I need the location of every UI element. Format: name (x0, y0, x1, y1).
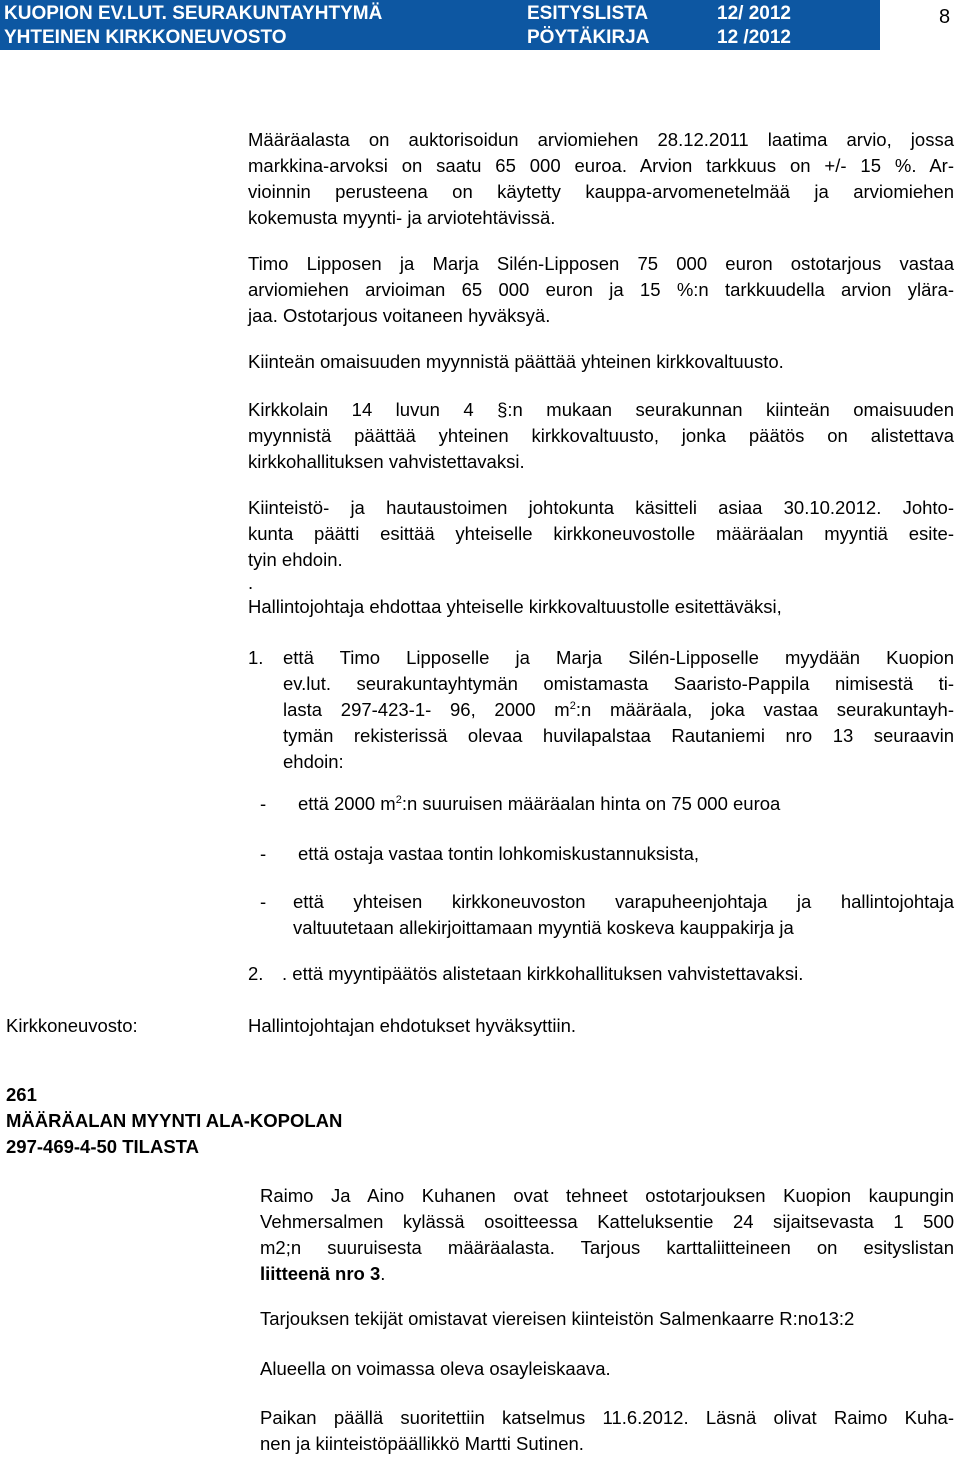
text-fragment: :n suuruisen määräalan hinta on 75 000 euroa (401, 793, 781, 814)
item-2-number: 2. (248, 963, 264, 984)
decision-text: Hallintojohtajan ehdotukset hyväksyttiin. (248, 1015, 577, 1036)
text-line: Määräalasta on auktorisoidun arviomiehen 28.12.2011 laatima arvio, jossa (248, 129, 954, 150)
stray-dot: . (248, 572, 254, 593)
dash-marker: - (260, 891, 267, 912)
text-line: valtuutetaan allekirjoittamaan myyntiä koskeva kauppakirja ja (293, 917, 794, 938)
header-band (0, 0, 880, 50)
text-line: ehdoin: (283, 751, 344, 772)
valuation-paragraph (248, 127, 954, 231)
doc-type-minutes: PÖYTÄKIRJA (527, 27, 650, 48)
decision-authority-paragraph (248, 349, 954, 375)
text-line: tymän rekisterissä olevaa huvilapalstaa Rautaniemi nro 13 seuraavin (283, 725, 954, 746)
item-1-number: 1. (248, 647, 264, 668)
text-line: myynnistä päättää yhteinen kirkkovaltuusto, jonka päätös on alistettava (248, 425, 954, 446)
church-law-paragraph (248, 397, 954, 475)
dash-item-price (298, 791, 780, 817)
dash-marker: - (260, 793, 267, 814)
offer-paragraph (248, 251, 954, 329)
text-line: markkina-arvoksi on saatu 65 000 euroa. Arvion tarkkuus on +/- 15 %. Ar- (248, 155, 954, 176)
text-fragment: lasta 297-423-1- 96, 2000 m (283, 699, 570, 720)
text-line: kokemusta myynti- ja arviotehtävissä. (248, 207, 556, 228)
text-line: vioinnin perusteena on käytetty kauppa-arvomenetelmää ja arviomiehen (248, 181, 954, 202)
text-line (260, 1261, 954, 1287)
section-title-line1: MÄÄRÄALAN MYYNTI ALA-KOPOLAN (6, 1110, 343, 1131)
text-line: Kirkkolain 14 luvun 4 §:n mukaan seurakunnan kiinteän omaisuuden (248, 399, 954, 420)
text-fragment: :n määräala, joka vastaa seurakuntayh- (575, 699, 954, 720)
text-line: Paikan päällä suoritettiin katselmus 11.6.2012. Läsnä olivat Raimo Kuha- (260, 1407, 954, 1428)
text-line: ev.lut. seurakuntayhtymän omistamasta Saaristo-Pappila nimisestä ti- (283, 673, 954, 694)
dash-item-authorization (293, 889, 954, 941)
dash-marker: - (260, 843, 267, 864)
section-number: 261 (6, 1084, 37, 1105)
item-2-text: . että myyntipäätös alistetaan kirkkohallituksen vahvistettavaksi. (282, 963, 804, 984)
text-line: kirkkohallituksen vahvistettavaksi. (248, 451, 525, 472)
org-name: KUOPION EV.LUT. SEURAKUNTAYHTYMÄ (4, 3, 383, 24)
org-subname: YHTEINEN KIRKKONEUVOSTO (4, 27, 287, 48)
text-line: kunta päätti esittää yhteiselle kirkkoneuvostolle määräalan myyntiä esite- (248, 523, 954, 544)
text-line: Hallintojohtaja ehdottaa yhteiselle kirkkovaltuustolle esitettäväksi, (248, 596, 782, 617)
text-fragment: . (380, 1263, 386, 1284)
meeting-number-minutes: 12 /2012 (717, 27, 791, 48)
page-number: 8 (939, 6, 951, 28)
text-line: arviomiehen arvioiman 65 000 euron ja 15 %:n tarkkuudella arvion ylära- (248, 279, 954, 300)
text-line: Kiinteistö- ja hautaustoimen johtokunta käsitteli asiaa 30.10.2012. Johto- (248, 497, 954, 518)
text-line (283, 697, 954, 723)
proposal-intro (248, 594, 954, 620)
text-line: Kiinteän omaisuuden myynnistä päättää yhteinen kirkkovaltuusto. (248, 351, 784, 372)
text-line: Vehmersalmen kylässä osoitteessa Katteluksentie 24 sijaitsevasta 1 500 (260, 1211, 954, 1232)
superscript: 2 (395, 794, 402, 806)
attachment-reference: liitteenä nro 3 (260, 1263, 381, 1284)
text-line: että yhteisen kirkkoneuvoston varapuheenjohtaja ja hallintojohtaja (293, 891, 954, 912)
section-title-line2: 297-469-4-50 TILASTA (6, 1136, 199, 1157)
text-fragment: että 2000 m (298, 793, 396, 814)
text-line: jaa. Ostotarjous voitaneen hyväksyä. (248, 305, 551, 326)
text-line: Timo Lipposen ja Marja Silén-Lipposen 75 000 euron ostotarjous vastaa (248, 253, 954, 274)
board-paragraph (248, 495, 954, 573)
text-line: m2;n suuruisesta määräalasta. Tarjous karttaliitteineen on esityslistan (260, 1237, 954, 1258)
dash-item-costs: että ostaja vastaa tontin lohkomiskustannuksista, (298, 843, 700, 864)
doc-type-agenda: ESITYSLISTA (527, 3, 649, 24)
item-1-text (283, 645, 954, 775)
meeting-number-agenda: 12/ 2012 (717, 3, 791, 24)
section-inspection-paragraph (260, 1405, 954, 1457)
text-line: tyin ehdoin. (248, 549, 343, 570)
text-line: Raimo Ja Aino Kuhanen ovat tehneet ostotarjouksen Kuopion kaupungin (260, 1185, 954, 1206)
superscript: 2 (569, 700, 576, 712)
section-neighbor-paragraph: Tarjouksen tekijät omistavat viereisen kiinteistön Salmenkaarre R:no13:2 (260, 1308, 855, 1329)
section-zoning-paragraph: Alueella on voimassa oleva osayleiskaava. (260, 1358, 611, 1379)
text-line: että Timo Lipposelle ja Marja Silén-Lipposelle myydään Kuopion (283, 647, 954, 668)
decision-label: Kirkkoneuvosto: (6, 1015, 138, 1036)
section-offer-paragraph (260, 1183, 954, 1287)
text-line: nen ja kiinteistöpäällikkö Martti Sutinen. (260, 1433, 584, 1454)
